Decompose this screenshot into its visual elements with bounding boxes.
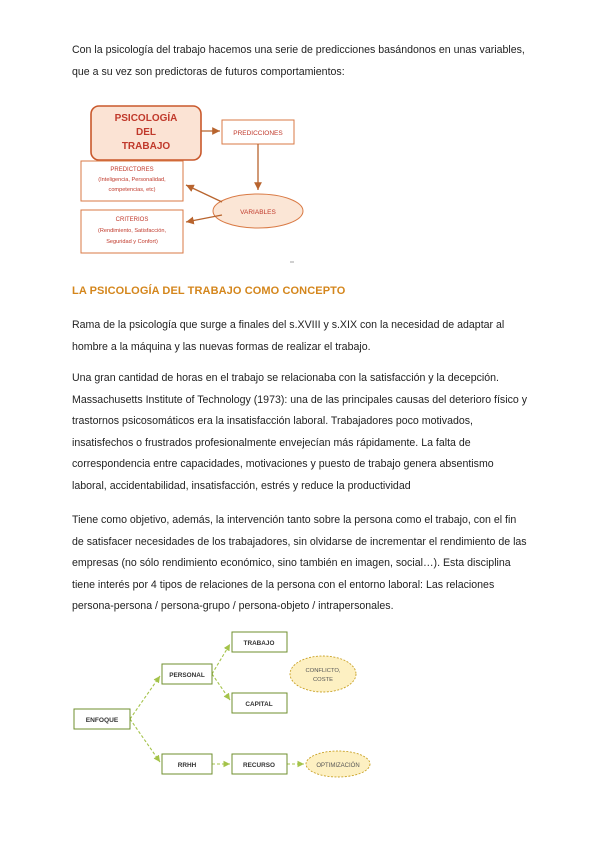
capital-label: CAPITAL (245, 701, 273, 708)
criterios-line-2: (Rendimiento, Satisfacción, (97, 228, 167, 234)
optimizacion-ellipse (306, 751, 370, 777)
conflicto-line-1: CONFLICTO, (305, 668, 341, 674)
conflicto-coste-ellipse (290, 656, 356, 692)
predicciones-box (222, 120, 294, 144)
predictores-line-3: competencias, etc) (108, 187, 156, 193)
arrow-to-predictores (186, 185, 222, 202)
recurso-node (232, 754, 287, 774)
link-personal-capital (212, 674, 230, 700)
main-box-line-2: DEL (136, 127, 156, 138)
concept-paragraph: Rama de la psicología que surge a finales del s.XVIII y s.XIX con la necesidad de adaptar al hombre a la máquina y las nuevas formas de realizar el trabajo. (72, 319, 505, 353)
recurso-label: RECURSO (243, 762, 275, 769)
personal-label: PERSONAL (169, 672, 205, 679)
criterios-box (81, 210, 183, 253)
hours-paragraph: Una gran cantidad de horas en el trabajo se relacionaba con la satisfacción y la decepción. Massachusetts Institute of Technology (1973): una de las principales causas del deterioro físico y trastornos psicosomáticos era la insatisfacción laboral. Trabajadores poco motivados, insatisfechos o frustrados profesionalmente envejecían más rápidamente. La falta de correspondencia entre capacidades, motivaciones y puesto de trabajo genera absentismo laboral, accidentabilidad, insatisfacción, estrés y reduce la productividad (72, 372, 527, 492)
enfoque-label: ENFOQUE (85, 717, 119, 724)
optimizacion-label: OPTIMIZACIÓN (316, 763, 360, 769)
main-box-line-3: TRABAJO (121, 141, 171, 152)
capital-node (232, 693, 287, 713)
predictores-box (81, 161, 183, 201)
rrhh-node (162, 754, 212, 774)
link-enfoque-personal (130, 676, 160, 719)
trabajo-label: TRABAJO (243, 640, 275, 647)
variables-ellipse (213, 194, 303, 228)
criterios-line-3: Seguridad y Confort) (106, 239, 158, 245)
main-box-line-1: PSICOLOGÍA (114, 113, 178, 124)
section-heading: LA PSICOLOGÍA DEL TRABAJO COMO CONCEPTO (72, 285, 346, 297)
trabajo-node (232, 632, 287, 652)
psicologia-del-trabajo-box (91, 106, 201, 160)
intro-paragraph: Con la psicología del trabajo hacemos una serie de predicciones basándonos en unas variables, que a su vez son predictoras de futuros comportamientos: (72, 44, 525, 78)
enfoque-node (74, 709, 130, 729)
rrhh-label: RRHH (177, 762, 197, 769)
predictores-line-1: PREDICTORES (110, 167, 154, 173)
link-enfoque-rrhh (130, 719, 160, 762)
predicciones-label: PREDICCIONES (233, 130, 283, 137)
psychology-predictions-diagram (72, 100, 312, 268)
enfoque-diagram (72, 624, 382, 789)
goal-paragraph: Tiene como objetivo, además, la intervención tanto sobre la persona como el trabajo, con el fin de satisfacer necesidades de los trabajadores, sin olvidarse de incrementar el rendimiento de las empresas (no sólo rendimiento económico, sino también en imagen, social…). Esta disciplina tiene interés por 4 tipos de relaciones de la persona con el entorno laboral: Las relaciones persona-persona / persona-grupo / persona-objeto / intrapersonales. (72, 514, 527, 612)
conflicto-line-2: COSTE (313, 677, 333, 683)
arrow-to-criterios (186, 215, 222, 222)
personal-node (162, 664, 212, 684)
predictores-line-2: (Inteligencia, Personalidad, (98, 177, 166, 183)
link-personal-trabajo (212, 644, 230, 674)
variables-label: VARIABLES (240, 209, 276, 216)
criterios-line-1: CRITERIOS (115, 217, 149, 223)
